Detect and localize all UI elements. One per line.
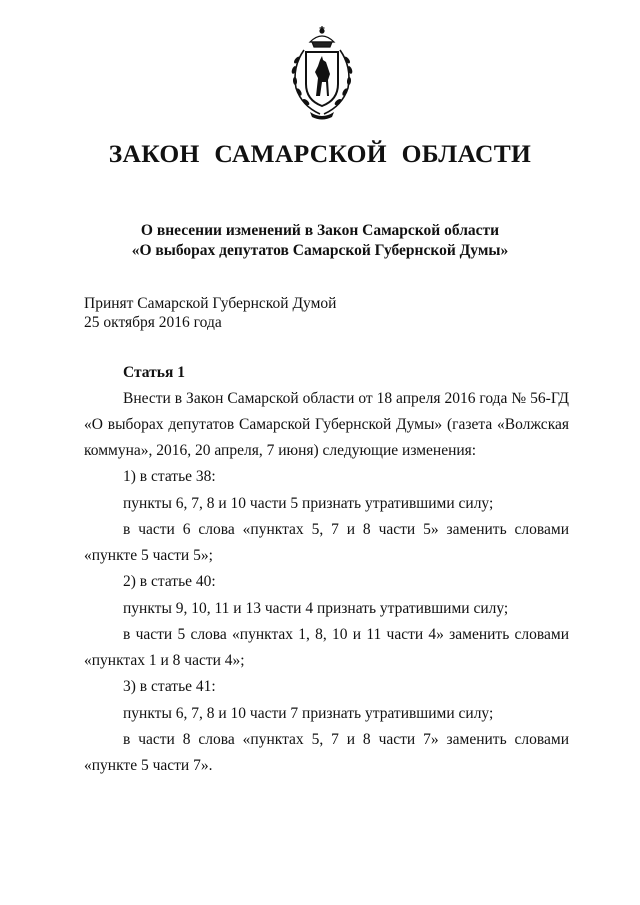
list-item-heading: 3) в статье 41: bbox=[123, 678, 216, 695]
list-item-text: пункты 9, 10, 11 и 13 части 4 признать утратившими силу; bbox=[123, 600, 509, 617]
list-item-text: «пункте 5 части 5»; bbox=[84, 547, 213, 564]
list-item-text: в части 5 слова «пунктах 1, 8, 10 и 11 части 4» заменить словами bbox=[123, 626, 569, 643]
article-text-line: коммуна», 2016, 20 апреля, 7 июня) следующие изменения: bbox=[84, 442, 477, 459]
list-item-text: «пунктах 1 и 8 части 4»; bbox=[84, 652, 245, 669]
article-text-line: Внести в Закон Самарской области от 18 апреля 2016 года № 56-ГД bbox=[123, 390, 569, 407]
law-subtitle-line-1: О внесении изменений в Закон Самарской области bbox=[140, 222, 500, 239]
law-subtitle-line-2: «О выборах депутатов Самарской Губернской Думы» bbox=[131, 242, 509, 259]
list-item-text: «пункте 5 части 7». bbox=[84, 757, 213, 774]
coat-of-arms-icon bbox=[282, 22, 362, 122]
law-title: ЗАКОН САМАРСКОЙ ОБЛАСТИ bbox=[108, 139, 532, 168]
list-item-text: в части 6 слова «пунктах 5, 7 и 8 части 5» заменить словами bbox=[123, 521, 569, 538]
list-item-heading: 2) в статье 40: bbox=[123, 573, 216, 590]
article-heading: Статья 1 bbox=[123, 364, 185, 381]
adoption-date: 25 октября 2016 года bbox=[84, 314, 222, 331]
list-item-text: пункты 6, 7, 8 и 10 части 7 признать утратившими силу; bbox=[123, 705, 494, 722]
list-item-heading: 1) в статье 38: bbox=[123, 468, 216, 485]
list-item-text: пункты 6, 7, 8 и 10 части 5 признать утратившими силу; bbox=[123, 495, 494, 512]
article-text-line: «О выборах депутатов Самарской Губернской Думы» (газета «Волжская bbox=[84, 416, 569, 433]
adoption-statement: Принят Самарской Губернской Думой bbox=[84, 295, 337, 312]
list-item-text: в части 8 слова «пунктах 5, 7 и 8 части 7» заменить словами bbox=[123, 731, 569, 748]
